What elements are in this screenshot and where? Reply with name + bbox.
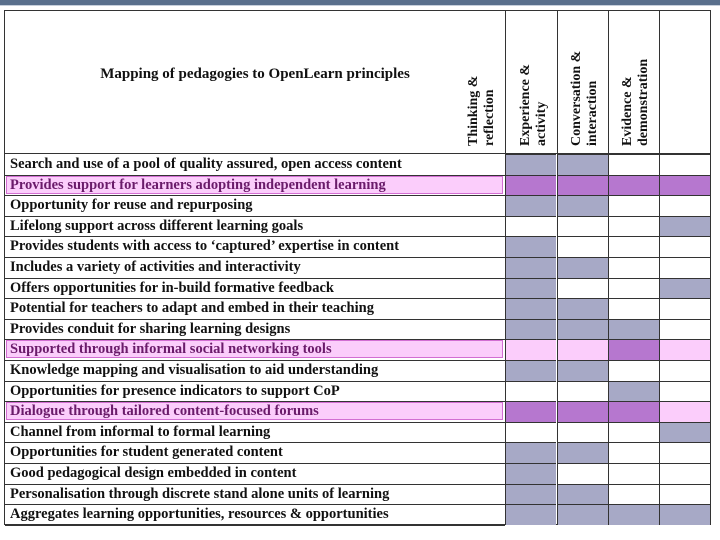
mapping-cell-marked <box>659 504 710 525</box>
principle-label: Provides conduit for sharing learning designs <box>10 320 291 337</box>
principle-label: Knowledge mapping and visualisation to aid understanding <box>10 362 379 378</box>
mapping-cell-marked <box>557 442 608 463</box>
column-header-label: Evidence & demonstration <box>620 58 651 146</box>
mapping-cell-empty <box>608 154 659 175</box>
mapping-cell-marked <box>557 484 608 505</box>
column-header-label: Thinking & reflection <box>466 75 497 146</box>
mapping-cell-empty <box>608 422 659 443</box>
table-row <box>5 298 710 319</box>
mapping-cell-empty <box>659 257 710 278</box>
mapping-cell-marked <box>505 504 556 525</box>
table-row <box>5 504 710 525</box>
table-row <box>5 422 710 443</box>
mapping-cell-empty <box>659 381 710 402</box>
mapping-cell-marked <box>505 319 556 340</box>
mapping-cell-empty <box>608 360 659 381</box>
mapping-cell-marked <box>557 360 608 381</box>
mapping-cell-empty <box>659 195 710 216</box>
table-row <box>5 236 710 257</box>
slide-top-bar-line <box>0 5 720 6</box>
column-header <box>620 10 711 154</box>
mapping-cell-marked <box>608 339 659 360</box>
principle-label: Offers opportunities for in-build formative feedback <box>10 279 334 296</box>
mapping-cell-empty <box>608 257 659 278</box>
table-row <box>5 360 710 381</box>
column-header-label: Conversation & interaction <box>569 50 600 146</box>
table-row <box>5 442 710 463</box>
mapping-cell-marked <box>505 484 556 505</box>
mapping-cell-empty <box>659 442 710 463</box>
mapping-cell-empty <box>659 154 710 175</box>
table-row <box>5 381 710 402</box>
mapping-cell-marked <box>557 319 608 340</box>
mapping-cell-empty <box>659 484 710 505</box>
mapping-cell-empty <box>557 422 608 443</box>
principle-label: Opportunity for reuse and repurposing <box>10 197 253 214</box>
table-row <box>5 319 710 340</box>
row-divider <box>5 525 505 526</box>
mapping-cell-empty <box>505 216 556 237</box>
mapping-cell-empty <box>557 463 608 484</box>
mapping-cell-empty <box>557 339 608 360</box>
principle-label: Dialogue through tailored content-focused forums <box>10 403 319 420</box>
mapping-cell-empty <box>505 422 556 443</box>
principle-label: Opportunities for presence indicators to support CoP <box>10 382 340 399</box>
table-row <box>5 195 710 216</box>
table-row <box>5 175 710 196</box>
table-row <box>5 463 710 484</box>
mapping-cell-marked <box>557 257 608 278</box>
mapping-cell-marked <box>557 195 608 216</box>
mapping-cell-empty <box>659 401 710 422</box>
mapping-cell-marked <box>659 278 710 299</box>
principle-label: Personalisation through discrete stand alone units of learning <box>10 485 390 502</box>
principle-label: Provides students with access to ‘captured’ expertise in content <box>10 238 400 255</box>
mapping-cell-marked <box>505 278 556 299</box>
mapping-cell-empty <box>557 216 608 237</box>
mapping-cell-marked <box>608 175 659 196</box>
mapping-cell-marked <box>505 257 556 278</box>
mapping-cell-empty <box>659 463 710 484</box>
mapping-cell-marked <box>659 216 710 237</box>
mapping-cell-marked <box>557 175 608 196</box>
mapping-cell-empty <box>505 381 556 402</box>
mapping-cell-empty <box>659 339 710 360</box>
column-header-label: Experience & activity <box>518 63 549 146</box>
table-row <box>5 484 710 505</box>
mapping-cell-marked <box>608 381 659 402</box>
mapping-cell-marked <box>659 175 710 196</box>
mapping-cell-empty <box>608 463 659 484</box>
mapping-cell-marked <box>608 401 659 422</box>
table-row <box>5 339 710 360</box>
mapping-cell-marked <box>505 236 556 257</box>
table-row <box>5 257 710 278</box>
mapping-cell-marked <box>505 175 556 196</box>
mapping-cell-marked <box>505 401 556 422</box>
mapping-cell-marked <box>505 195 556 216</box>
principle-label: Includes a variety of activities and interactivity <box>10 259 301 275</box>
mapping-cell-empty <box>659 319 710 340</box>
principle-label: Search and use of a pool of quality assured, open access content <box>10 156 402 172</box>
principle-label: Lifelong support across different learning goals <box>10 217 304 234</box>
table-row <box>5 278 710 299</box>
mapping-cell-marked <box>557 401 608 422</box>
table-row <box>5 216 710 237</box>
mapping-cell-empty <box>608 195 659 216</box>
mapping-cell-empty <box>659 360 710 381</box>
principle-label: Opportunities for student generated content <box>10 444 283 461</box>
mapping-cell-empty <box>608 442 659 463</box>
mapping-cell-empty <box>608 484 659 505</box>
mapping-cell-marked <box>608 319 659 340</box>
mapping-cell-empty <box>505 339 556 360</box>
mapping-cell-empty <box>557 381 608 402</box>
mapping-cell-marked <box>557 154 608 175</box>
mapping-cell-empty <box>608 236 659 257</box>
mapping-cell-empty <box>659 236 710 257</box>
principle-label: Good pedagogical design embedded in content <box>10 465 297 481</box>
mapping-cell-empty <box>608 298 659 319</box>
mapping-cell-marked <box>505 360 556 381</box>
mapping-cell-empty <box>557 236 608 257</box>
mapping-cell-empty <box>608 278 659 299</box>
principle-label: Channel from informal to formal learning <box>10 423 271 440</box>
principle-label: Potential for teachers to adapt and embed in their teaching <box>10 300 374 317</box>
mapping-cell-marked <box>505 298 556 319</box>
table-row <box>5 154 710 175</box>
mapping-cell-empty <box>608 216 659 237</box>
principle-label: Supported through informal social networking tools <box>10 341 332 358</box>
principle-label: Provides support for learners adopting independent learning <box>10 176 386 193</box>
mapping-cell-marked <box>557 504 608 525</box>
mapping-cell-marked <box>608 504 659 525</box>
mapping-cell-marked <box>557 298 608 319</box>
mapping-cell-marked <box>505 154 556 175</box>
mapping-cell-empty <box>557 278 608 299</box>
table-row <box>5 401 710 422</box>
mapping-cell-marked <box>505 463 556 484</box>
table-title: Mapping of pedagogies to OpenLearn principles <box>100 66 410 82</box>
mapping-cell-marked <box>505 442 556 463</box>
mapping-cell-empty <box>659 298 710 319</box>
principle-label: Aggregates learning opportunities, resources & opportunities <box>10 506 389 523</box>
mapping-cell-marked <box>659 422 710 443</box>
